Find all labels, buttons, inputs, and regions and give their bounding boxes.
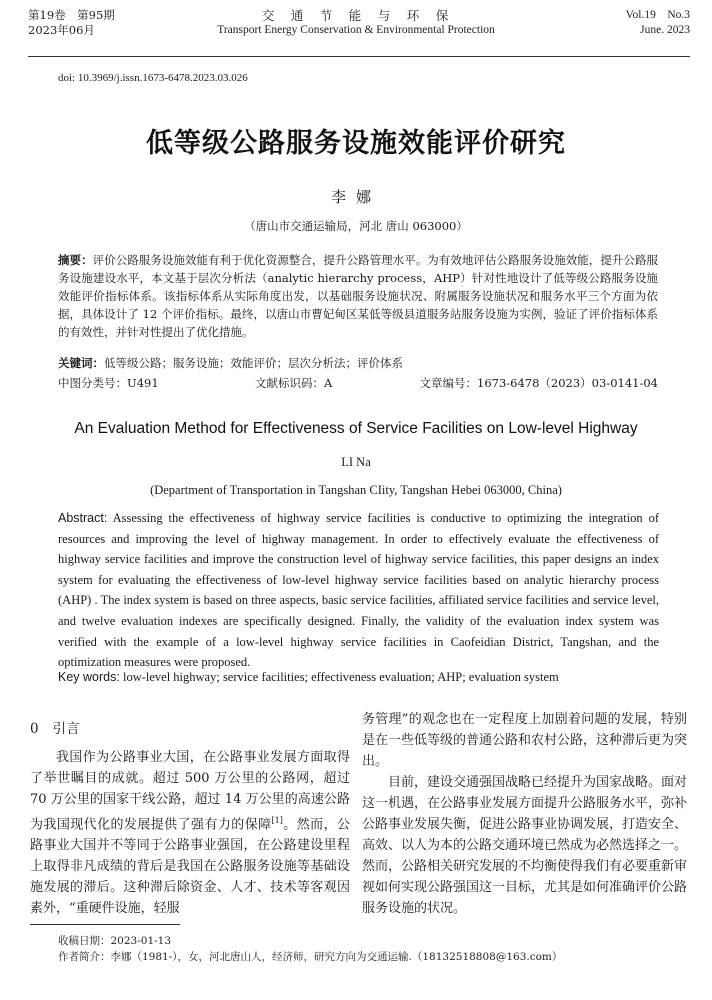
header-date-cn: 2023年06月 (28, 23, 95, 37)
abstract-en-label: Abstract: (58, 511, 108, 525)
footnote-received: 收稿日期：2023-01-13 (58, 935, 172, 947)
keywords-en-label: Key words: (58, 670, 120, 684)
affiliation-cn: （唐山市交通运输局，河北 唐山 063000） (244, 219, 468, 233)
body-column-left (30, 717, 350, 919)
author-cn: 李娜 (330, 188, 381, 206)
header-journal-cn: 交 通 节 能 与 环 保 (261, 8, 451, 23)
header-date-en: June. 2023 (640, 24, 690, 36)
section-heading (30, 717, 350, 737)
header-volume-info (28, 8, 115, 38)
intro-paragraph-1 (30, 747, 350, 919)
keywords-en-text: low-level highway; service facilities; effectiveness evaluation; AHP; evaluation system (119, 670, 559, 684)
clc-number: 中图分类号：U491 (58, 376, 159, 390)
section-number: 0 (30, 721, 39, 737)
citation-ref: [1] (271, 816, 283, 825)
abstract-cn-label: 摘要： (58, 253, 93, 267)
keywords-cn-label: 关键词： (58, 356, 104, 370)
paper-title-en: An Evaluation Method for Effectiveness of Service Facilities on Low-level Highway (74, 420, 638, 437)
section-title: 引言 (52, 721, 80, 737)
body-column-right (362, 709, 687, 919)
footnote-author-info: 作者简介：李娜（1981-），女，河北唐山人，经济师，研究方向为交通运输.（18132518808@163.com） (58, 951, 563, 963)
header-issue-info (626, 8, 690, 38)
author-en: LI Na (341, 455, 371, 469)
paper-title-cn: 低等级公路服务设施效能评价研究 (146, 128, 566, 159)
abstract-cn-text: 评价公路服务设施效能有利于优化资源整合，提升公路管理水平。为有效地评估公路服务设施效能，提升公路服务设施建设水平，本文基于层次分析法（analytic hierarchy process，AHP）针对性地设计了低等级公路服务设施效能评价指标体系。该指标体系从实际角度出发，以基础服务设施状况、附属服务设施状况和服务水平三个方面为依据，具体设计了 12 个评价指标。最终，以唐山市曹妃甸区某低等级县道服务站服务设施为实例，验证了评价指标体系的有效性，并针对性提出了优化措施。 (58, 253, 659, 339)
header-journal-name (150, 8, 562, 38)
header-journal-en: Transport Energy Conservation & Environmental Protection (217, 24, 495, 36)
document-code: 文献标识码：A (255, 376, 333, 390)
keywords-cn (58, 355, 658, 371)
article-number: 文章编号：1673-6478（2023）03-0141-04 (419, 376, 658, 390)
keywords-cn-text: 低等级公路；服务设施；效能评价；层次分析法；评价体系 (104, 356, 403, 370)
doi: doi: 10.3969/j.issn.1673-6478.2023.03.026 (58, 72, 248, 84)
header-volume-en: Vol.19 No.3 (625, 9, 690, 21)
intro-paragraph-1-part-b: 。然而，公路事业大国并不等同于公路事业强国，在公路建设里程上取得非凡成绩的背后是我国在公路服务设施等基础设施发展的滞后。这种滞后除资金、人才、技术等客观因素外，“重硬件设施，轻服 (30, 817, 350, 917)
header-volume-cn: 第19卷 第95期 (28, 8, 115, 22)
header-rule (28, 56, 690, 57)
abstract-en (58, 508, 659, 673)
abstract-cn (58, 251, 658, 341)
keywords-en (58, 670, 658, 685)
abstract-en-text: Assessing the effectiveness of highway service facilities is conductive to optimizing the integration of resources and improving the level of highway management. In order to effectively evaluate the effectiveness of highway service facilities and improve the construction level of highway service facilities, this paper designs an index system for evaluating the effectiveness of low-level highway service facilities based on analytic hierarchy process (AHP) . The index system is based on three aspects, basic service facilities, affiliated service facilities and service level, and twelve evaluation indexes are specifically designed. Finally, the validity of the evaluation index system was verified with the example of a low-level highway service facilities in Caofeidian District, Tangshan, and the optimization measures were proposed. (58, 511, 659, 670)
intro-paragraph-1-part-a: 我国作为公路事业大国，在公路事业发展方面取得了举世瞩目的成就。超过 500 万公里的公路网，超过 70 万公里的国家干线公路，超过 14 万公里的高速公路为我国现代化的发展提供了强有力的保障 (30, 750, 350, 833)
affiliation-en: (Department of Transportation in Tangshan CIity, Tangshan Hebei 063000, China) (150, 483, 562, 497)
intro-paragraph-1-continued: 务管理”的观念也在一定程度上加剧着问题的发展，特别是在一些低等级的普通公路和农村公路，这种滞后更为突出。 (362, 712, 688, 769)
intro-paragraph-2: 目前，建设交通强国战略已经提升为国家战略。面对这一机遇，在公路事业发展方面提升公路服务水平，弥补公路事业发展失衡，促进公路事业协调发展，打造安全、高效、以人为本的公路交通环境已然成为必然选择之一。然而，公路相关研究发展的不均衡使得我们有必要重新审视如何实现公路强国这一目标，尤其是如何准确评价公路服务设施的状况。 (362, 775, 688, 916)
footnote-rule (30, 924, 180, 925)
